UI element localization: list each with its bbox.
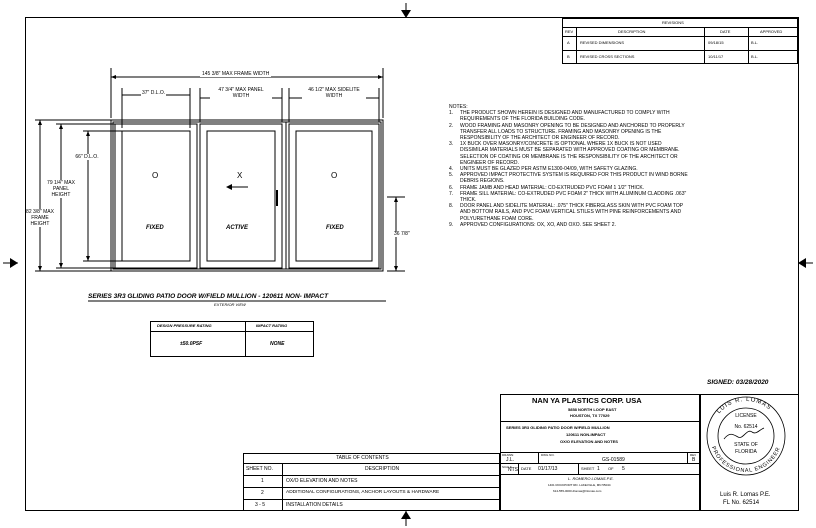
notes-heading: NOTES: (449, 104, 468, 110)
toc-title: TABLE OF CONTENTS (336, 455, 389, 461)
toc-row-2-description: ADDITIONAL CONFIGURATIONS, ANCHOR LAYOUTS & HARDWARE (286, 490, 440, 495)
rev-header-description: DESCRIPTION (618, 29, 646, 34)
toc-row-1-sheet: 1 (261, 478, 264, 484)
dlo-width-label: 37" D.L.O. (142, 90, 166, 96)
note-number: 8. (449, 203, 454, 210)
note-text: DOOR PANEL AND SIDELITE MATERIAL: .075" THICK FIBERGLASS SKIN WITH PVC FOAM TOP (460, 203, 684, 210)
note-text: DEBRIS REGIONS. (460, 178, 505, 185)
drawn-label: DRAWN: (502, 453, 515, 457)
toc-row-1-description: OX/O ELEVATION AND NOTES (286, 478, 358, 484)
note-text: TRANSFER ALL LOADS TO STRUCTURE. FRAMING AND MASONRY OPENING IS THE (460, 128, 662, 135)
company-address-1: 5858 NORTH LOOP EAST (568, 407, 617, 412)
note-text: DISSIMILAR MATERIALS MUST BE SEPARATED WITH APPROVED COATING OR MEMBRANE. (460, 147, 680, 154)
note-number: 2. (449, 122, 454, 129)
scale-label: SCALE (502, 465, 512, 469)
overall-width-label: 145 3/8" MAX FRAME WIDTH (202, 71, 270, 77)
note-text: POLYURETHANE FOAM CORE. (460, 215, 534, 222)
rev-header-approved: APPROVED (760, 29, 783, 34)
elevation-subtitle: EXTERIOR VIEW (214, 302, 246, 307)
engineer-name: L. ROMERO LOMAS P.E. (568, 476, 614, 481)
rev-row-b-date: 10/11/17 (708, 54, 724, 59)
rev-value: B (692, 457, 696, 463)
date-value: 01/17/13 (538, 466, 558, 472)
seal-name-line: Luis R. Lomas P.E. (720, 492, 771, 498)
note-text: UNITS MUST BE GLAZED PER ASTM E1300-04/09, WITH SAFETY GLAZING. (460, 166, 638, 173)
rev-row-a-date: 09/18/15 (708, 40, 724, 45)
note-number: 5. (449, 172, 454, 179)
panel-label-left: FIXED (146, 225, 164, 231)
toc-header-sheet: SHEET NO. (246, 466, 273, 472)
seal-outer-top: LUIS R. LOMAS (716, 396, 773, 416)
note-text: APPROVED CONFIGURATIONS: OX, XO, AND OXO. SEE SHEET 2. (460, 221, 616, 228)
note-text: REQUIREMENTS OF THE FLORIDA BUILDING CODE. (460, 116, 585, 123)
seal-florida: FLORIDA (735, 449, 757, 455)
toc-header-description: DESCRIPTION (365, 466, 400, 472)
sheet-label: SHEET (581, 466, 595, 471)
toc-row-3-sheet: 3 - 5 (255, 502, 266, 508)
toc-row-3-description: INSTALLATION DETAILS (286, 502, 343, 508)
note-text: 1X BUCK OVER MASONRY/CONCRETE IS OPTIONAL WHERE 1X BUCK IS NOT USED (460, 141, 662, 148)
toc-row-2-sheet: 2 (261, 490, 264, 496)
note-text: FRAME SILL MATERIAL: CO-EXTRUDED PVC FOAM 2" THICK WITH ALUMINUM CLADDING .063" (460, 190, 687, 197)
dwg-label: DWG NO. (541, 453, 555, 457)
note-number: 4. (449, 166, 454, 173)
note-text: APPROVED IMPACT PROTECTIVE SYSTEM IS REQUIRED FOR THIS PRODUCT IN WIND BORNE (460, 172, 688, 179)
dlo-height-label: 66" D.L.O. (75, 154, 99, 160)
of-label: OF (608, 466, 614, 471)
frame-height-label: 82 3/8" MAX FRAME HEIGHT (26, 209, 54, 227)
drawing-title-2: 120611 NON-IMPACT (566, 432, 606, 437)
rev-row-b-description: REVISED CROSS SECTIONS (580, 54, 635, 59)
note-text: THICK. (460, 197, 477, 204)
note-text: THE PRODUCT SHOWN HEREIN IS DESIGNED AND MANUFACTURED TO COMPLY WITH (460, 110, 670, 117)
rating-header-impact: IMPACT RATING (256, 323, 288, 328)
note-number: 6. (449, 184, 454, 191)
rev-header-rev: REV (565, 29, 574, 34)
rev-header-date: DATE (720, 29, 731, 34)
note-number: 9. (449, 221, 454, 228)
drawn-value: J.L. (506, 457, 515, 463)
note-text: SELECTION OF COATING OR MEMBRANE IS THE RESPONSIBILITY OF THE ARCHITECT OR (460, 153, 678, 160)
panel-height-label: 79 1/4" MAX PANEL HEIGHT (47, 180, 75, 198)
revisions-title: REVISIONS (662, 20, 684, 25)
panel-symbol-center: X (237, 171, 243, 180)
panel-label-center: ACTIVE (226, 225, 249, 231)
rev-row-a-description: REVISED DIMENSIONS (580, 40, 625, 45)
note-number: 7. (449, 190, 454, 197)
handle-height-label: 36 7/8" (394, 231, 410, 237)
panel-symbol-left: O (152, 171, 159, 180)
panel-symbol-right: O (331, 171, 338, 180)
panel-width-label: 47 3/4" MAX PANEL WIDTH (210, 87, 272, 99)
note-text: RESPONSIBILITY OF THE ARCHITECT OR ENGINEER OF RECORD. (460, 135, 620, 142)
seal-state: STATE OF (734, 442, 758, 448)
sheet-value: 1 (597, 466, 600, 472)
rev-row-a-approved: B.L. (751, 40, 759, 45)
drawing-title-1: SERIES 3R3 GLIDING PATIO DOOR W/FIELD MULLION (506, 425, 610, 430)
date-label: DATE (521, 466, 532, 471)
seal-outer-bottom: PROFESSIONAL ENGINEER (709, 445, 782, 475)
seal-license: LICENSE (735, 413, 757, 419)
seal-fl-line: FL No. 62514 (723, 500, 760, 506)
note-text: ENGINEER OF RECORD. (460, 159, 519, 166)
panel-label-right: FIXED (326, 225, 344, 231)
of-value: 5 (622, 466, 625, 472)
rating-design-value: ±50.0PSF (180, 341, 203, 347)
elevation-title: SERIES 3R3 GLIDING PATIO DOOR W/FIELD MULLION - 120611 NON- IMPACT (88, 293, 329, 300)
dwg-value: GS-01589 (602, 457, 625, 463)
note-number: 3. (449, 141, 454, 148)
rating-impact-value: NONE (270, 341, 285, 347)
rev-row-a-rev: A (567, 40, 570, 45)
company-address-2: HOUSTON, TX 77029 (570, 413, 610, 418)
rating-header-design: DESIGN PRESSURE RATING (157, 323, 212, 328)
engineer-contact: 614-555-0000 dlomas@lrlomas.com (553, 489, 602, 493)
note-text: FRAME JAMB AND HEAD MATERIAL: CO-EXTRUDED PVC FOAM 1 1/2" THICK. (460, 184, 645, 191)
signed-date: SIGNED: 03/28/2020 (707, 379, 769, 386)
rev-label: REV (690, 453, 697, 457)
seal-number: No. 62514 (734, 424, 758, 430)
note-text: AND BOTTOM RAILS, AND PVC FOAM VERTICAL STILES WITH PINE REINFORCEMENTS AND (460, 209, 682, 216)
rev-row-b-rev: B (567, 54, 570, 59)
scale-value: NTS (508, 467, 518, 473)
note-text: WOOD FRAMING AND MASONRY OPENING TO BE DESIGNED AND ANCHORED TO PROPERLY (460, 122, 685, 129)
sidelite-width-label: 46 1/2" MAX SIDELITE WIDTH (302, 87, 366, 99)
engineer-address: 1401 ROCKPORT RD. LAKEVILLE, MN 55044 (548, 483, 611, 487)
drawing-title-3: OX/O ELEVATION AND NOTES (560, 439, 618, 444)
company-name: NAN YA PLASTICS CORP. USA (532, 396, 642, 405)
note-number: 1. (449, 110, 454, 117)
rev-row-b-approved: B.L. (751, 54, 759, 59)
